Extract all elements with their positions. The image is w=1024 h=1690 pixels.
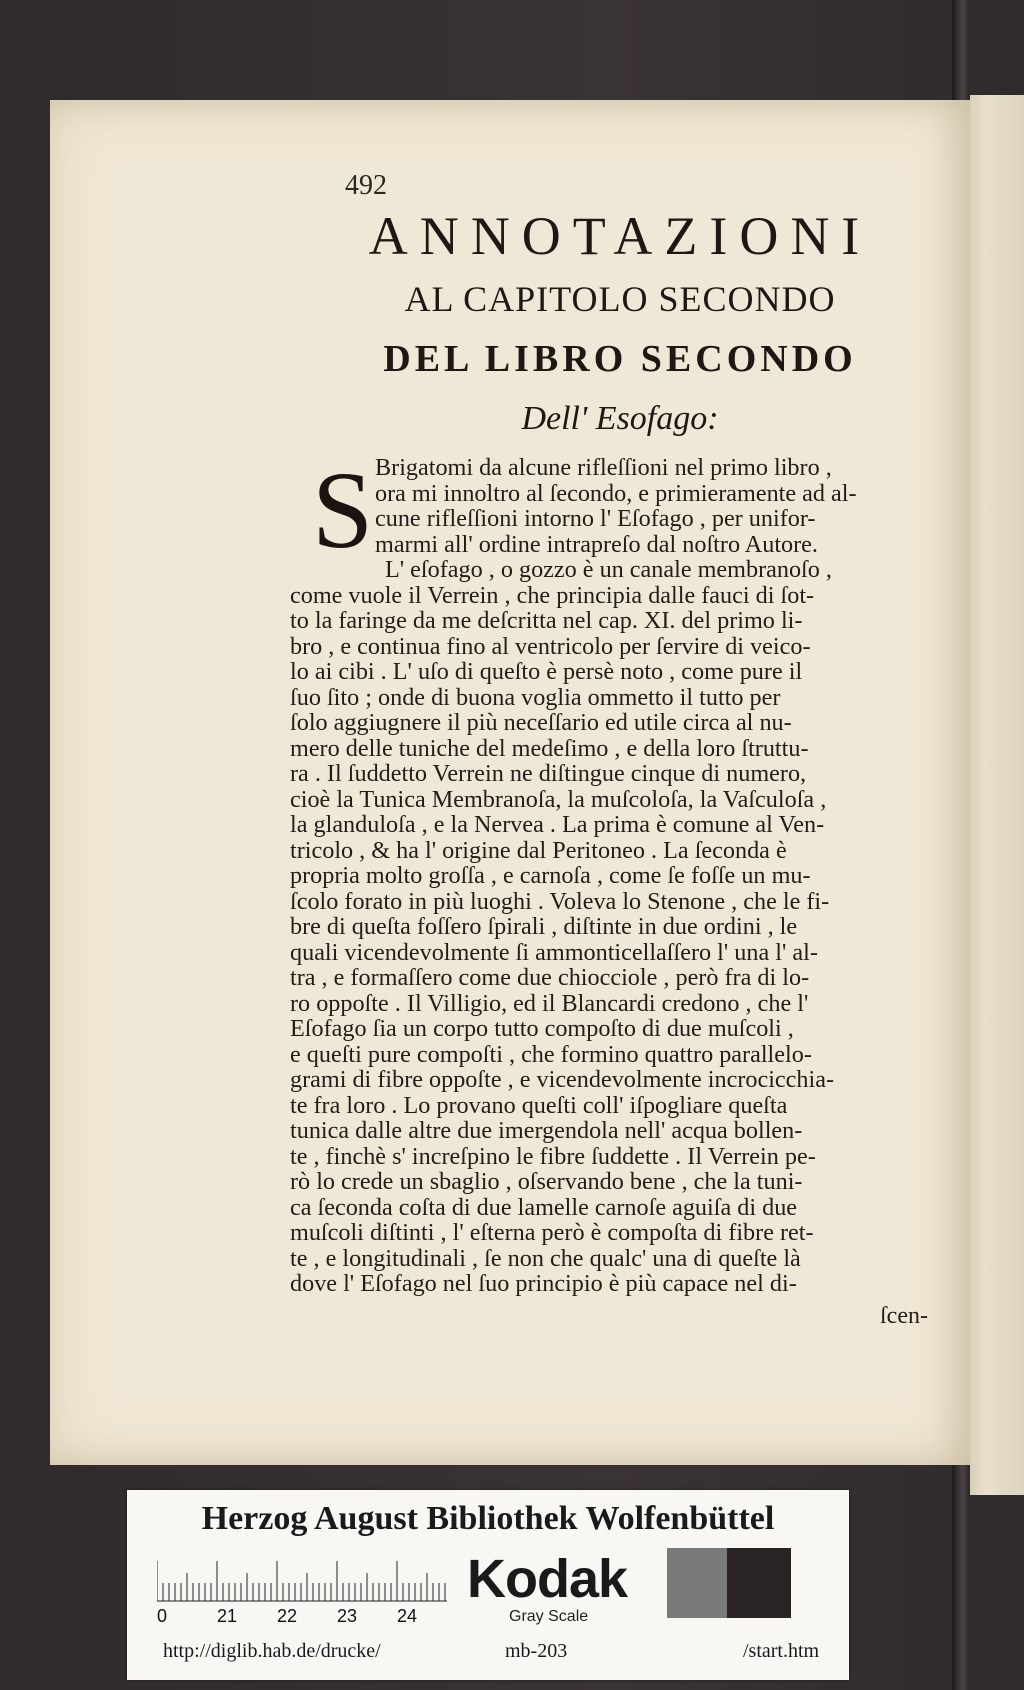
black-swatch [727, 1548, 791, 1618]
text-line: ca ſeconda coſta di due lamelle carnoſe aguiſa di due [290, 1193, 798, 1221]
text-line: tra , e formaſſero come due chiocciole , però fra di lo- [290, 964, 810, 991]
kodak-logo: Kodak [467, 1549, 628, 1609]
ruler-label: 21 [217, 1606, 238, 1626]
catchword: ſcen- [880, 1303, 928, 1329]
text-line: tunica dalle altre due imergendola nell' acqua bollen- [290, 1117, 803, 1144]
url-right: /start.htm [743, 1640, 820, 1662]
text-line: te fra loro . Lo provano queſti coll' iſpogliare queſta [290, 1091, 788, 1119]
text-line: te , finchè s' increſpino le fibre ſuddette . Il Verrein pe- [290, 1142, 816, 1170]
text-line: bro , e continua fino al ventricolo per ſervire di veico- [290, 632, 811, 660]
text-line: come vuole il Verrein , che principia dalle fauci di ſot- [290, 581, 815, 609]
text-line: L' eſofago , o gozzo è un canale membranoſo , [385, 556, 832, 583]
library-name: Herzog August Bibliothek Wolfenbüttel [201, 1500, 775, 1537]
text-line: ora mi innoltro al ſecondo, e primieramente ad al- [375, 479, 857, 507]
text-line: ra . Il ſuddetto Verrein ne diſtingue cinque di numero, [290, 760, 807, 787]
text-line: mero delle tuniche del medeſimo , e della loro ſtruttu- [290, 734, 809, 762]
text-line: ſuo ſito ; onde di buona voglia ommetto il tutto per [290, 683, 781, 711]
text-line: la glanduloſa , e la Nervea . La prima è comune al Ven- [290, 811, 825, 838]
text-line: rò lo crede un sbaglio , oſservando bene , che la tuni- [290, 1168, 803, 1195]
text-line: to la faringe da me deſcritta nel cap. XI. del primo li- [290, 607, 803, 634]
ruler-scale [157, 1558, 447, 1602]
text-line: e queſti pure compoſti , che formino quattro parallelo- [290, 1040, 812, 1068]
text-line: lo ai cibi . L' uſo di queſto è persè noto , come pure il [290, 658, 803, 685]
title-esofago: Dell' Esofago: [521, 400, 719, 437]
text-line: tricolo , & ha l' origine dal Peritoneo . La ſeconda è [290, 836, 787, 864]
gray-swatch [667, 1548, 727, 1618]
library-color-card [127, 1490, 849, 1680]
text-line: marmi all' ordine intrapreſo dal noſtro Autore. [375, 530, 818, 558]
text-line: Eſofago ſia un corpo tutto compoſto di due muſcoli , [290, 1015, 794, 1042]
gray-scale-label: Gray Scale [509, 1608, 589, 1625]
ruler-label: 24 [397, 1606, 418, 1626]
text-line: muſcoli diſtinti , l' eſterna però è compoſta di fibre ret- [290, 1219, 814, 1246]
ruler-labels [157, 1606, 457, 1632]
text-line: ſcolo forato in più luoghi . Voleva lo Stenone , che le fi- [290, 887, 830, 915]
url-left: http://diglib.hab.de/drucke/ [163, 1640, 381, 1662]
text-line: grami di fibre oppoſte , e vicendevolmente incrocicchia- [290, 1066, 834, 1093]
url-mid: mb-203 [505, 1640, 568, 1662]
title-capitolo: AL CAPITOLO SECONDO [404, 279, 836, 319]
text-line: bre di queſta foſſero ſpirali , diſtinte in due ordini , le [290, 913, 798, 940]
ruler-label: 23 [337, 1606, 358, 1626]
text-line: cioè la Tunica Membranoſa, la muſcoloſa, la Vaſculoſa , [290, 785, 827, 813]
text-line: cune rifleſſioni intorno l' Eſofago , per unifor- [375, 505, 816, 532]
body-text [290, 454, 935, 1297]
text-line: ro oppoſte . Il Villigio, ed il Blancardi credono , che l' [290, 989, 809, 1017]
title-libro: DEL LIBRO SECONDO [383, 338, 857, 380]
text-line: dove l' Eſofago nel ſuo principio è più capace nel di- [290, 1270, 797, 1297]
ruler-label: 22 [277, 1606, 298, 1626]
text-line: Brigatomi da alcune rifleſſioni nel primo libro , [375, 454, 832, 481]
ruler-label: 0 [157, 1606, 168, 1626]
text-line: propria molto groſſa , e carnoſa , come ſe foſſe un mu- [290, 862, 811, 889]
drop-cap: S [312, 449, 374, 571]
text-line: te , e longitudinali , ſe non che qualc' una di queſte là [290, 1244, 801, 1272]
page-number: 492 [345, 170, 387, 201]
text-line: quali vicendevolmente ſi ammonticellaſſero l' una l' al- [290, 938, 818, 966]
text-line: ſolo aggiugnere il più neceſſario ed utile circa al nu- [290, 709, 792, 736]
title-annotazioni: ANNOTAZIONI [368, 206, 872, 266]
